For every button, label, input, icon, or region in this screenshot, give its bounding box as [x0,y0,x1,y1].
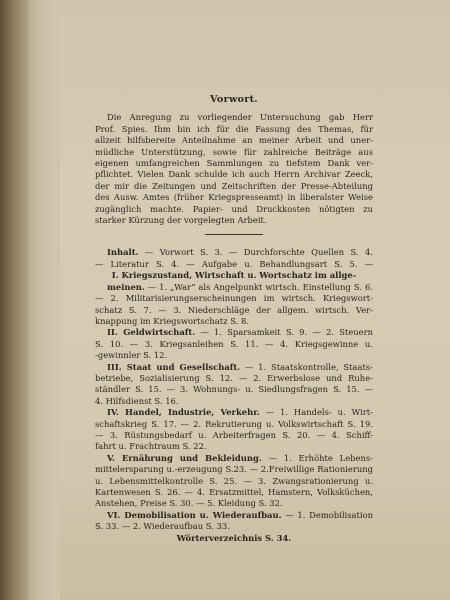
preface-line: der mir die Zeitungen und Zeitschriften der Presse-Abteilung [95,180,373,191]
toc-line [95,316,373,327]
toc-entry-text: — 1. Handels- u. Wirt- [259,407,373,418]
toc-entry-text: — 1. Staatskontrolle, Staats- [240,361,374,372]
toc-entry-text: ständler S. 15. — 3. Wohnungs- u. Siedlungsfragen S. 15. — [95,384,373,395]
toc-entry-text: mittelersparung u.-erzeugung S.23. — 2.Freiwillige Rationierung [95,464,373,475]
toc-line [95,373,373,384]
preface-paragraph [95,112,373,226]
toc-entry-text: knappung im Kriegswortschatz S. 8. [95,315,249,326]
toc-line [95,430,373,441]
toc-line [95,419,373,430]
toc-entry-text: — 3. Rüstungsbedarf u. Arbeiterfragen S. 20. — 4. Schiff- [95,429,373,440]
toc-line [95,270,373,281]
toc-line [95,293,373,304]
toc-entry-text: fahrt u. Frachtraum S. 22. [95,441,207,452]
toc-line [95,396,373,407]
toc-entry-text: u. Lebensmittelkontrolle S. 25. — 3. Zwangsrationierung u. [95,475,373,486]
toc-entry-text: betriebe, Sozialisierung S. 12. — 2. Erwerbslose und Ruhe- [95,372,373,383]
toc-entry-text: schatz S. 7. — 3. Niederschläge der allgem. wirtsch. Ver- [95,304,373,315]
toc-section-label: III. Staat und Gesellschaft. [107,361,241,372]
toc-line [95,362,373,373]
toc-line [95,533,373,544]
toc-section-label: Wörterverzeichnis S. 34. [176,532,292,543]
toc-entry-text: — 2. Militarisierungserscheinungen im wirtsch. Kriegswort- [95,293,373,304]
toc-entry-text: Kartenwesen S. 26. — 4. Ersatzmittel, Hamstern, Volksküchen, [95,487,373,497]
toc-entry-text: — 1. Sparsamkeit S. 9. — 2. Steuern [195,327,373,338]
toc-line [95,305,373,316]
toc-line [95,521,373,532]
toc-line [95,510,373,521]
toc-line [95,350,373,361]
toc-entry-text: — 1. „War“ als Angelpunkt wirtsch. Einstellung S. 6. [144,281,373,292]
preface-line: des Ausw. Amtes (früher Kriegspresseamt) in liberalster Weise [95,192,373,203]
page-text [95,94,373,544]
toc-line [95,464,373,475]
toc-line [95,384,373,395]
toc-section-label: meinen. [107,281,145,292]
toc-line [95,247,373,258]
preface-heading: Vorwort. [210,94,258,105]
preface-line: allzeit hilfsbereite Anteilnahme an meiner Arbeit und uner- [95,135,373,146]
toc-section-label: II. Geldwirtschaft. [107,327,196,338]
toc-entry-text: 4. Hilfsdienst S. 16. [95,395,179,406]
book-binding [0,0,32,600]
toc-entry-text: S. 33. — 2. Wiederaufbau S. 33. [95,521,230,532]
preface-line: pflichtet. Vielen Dank schulde ich auch Herrn Archivar Zeeck, [95,169,373,180]
toc-line [95,339,373,350]
toc-line [95,476,373,487]
toc-section-label: V. Ernährung und Bekleidung. [107,452,262,463]
toc-line [95,487,373,498]
toc-line [95,259,373,270]
toc-entry-text: Anstehen, Preise S. 30. — 5. Kleidung S. 32. [95,498,283,509]
toc-line [95,282,373,293]
toc-entry-text: — 1. Erhöhte Lebens- [261,452,373,463]
table-of-contents [95,247,373,544]
toc-entry-text: — Vorwort S. 3. — Durchforschte Quellen S. 4. [138,247,373,258]
toc-line [95,453,373,464]
toc-section-label: VI. Demobilisation u. Wiederaufbau. [107,509,282,520]
section-divider [205,234,263,235]
toc-entry-text: S. 10. — 3. Kriegsanleihen S. 11. — 4. Kriegsgewinne u. [95,338,373,349]
toc-line [95,407,373,418]
preface-line: Die Anregung zu vorliegender Untersuchung gab Herr [107,112,373,123]
toc-section-label: Inhalt. [107,247,139,258]
toc-line [95,441,373,452]
preface-line: eigenen umfangreichen Sammlungen zu tiefstem Dank ver- [95,158,373,169]
toc-section-label: IV. Handel, Industrie, Verkehr. [107,407,260,418]
toc-line [95,327,373,338]
toc-section-label: I. Kriegszustand, Wirtschaft u. Wortschatz im allge- [111,270,357,281]
preface-line: zugänglich machte. Papier- und Druckkosten nötigten zu [95,203,373,214]
preface-line: müdliche Unterstützung, sowie für zahlreiche Beiträge aus [95,146,373,157]
toc-entry-text: — 1. Demobilisation [281,509,373,520]
preface-line: starker Kürzung der vorgelegten Arbeit. [95,215,267,226]
toc-entry-text: — Literatur S. 4. — Aufgabe u. Behandlungsart S. 5. — [95,258,373,269]
toc-line [95,498,373,509]
toc-entry-text: -gewinnler S. 12. [95,350,168,361]
toc-entry-text: schaftskrieg S. 17. — 2. Rekrutierung u. Volkswirtschaft S. 19. [95,418,373,429]
preface-line: Prof. Spies. Ihm bin ich für die Fassung des Themas, für [95,123,373,134]
